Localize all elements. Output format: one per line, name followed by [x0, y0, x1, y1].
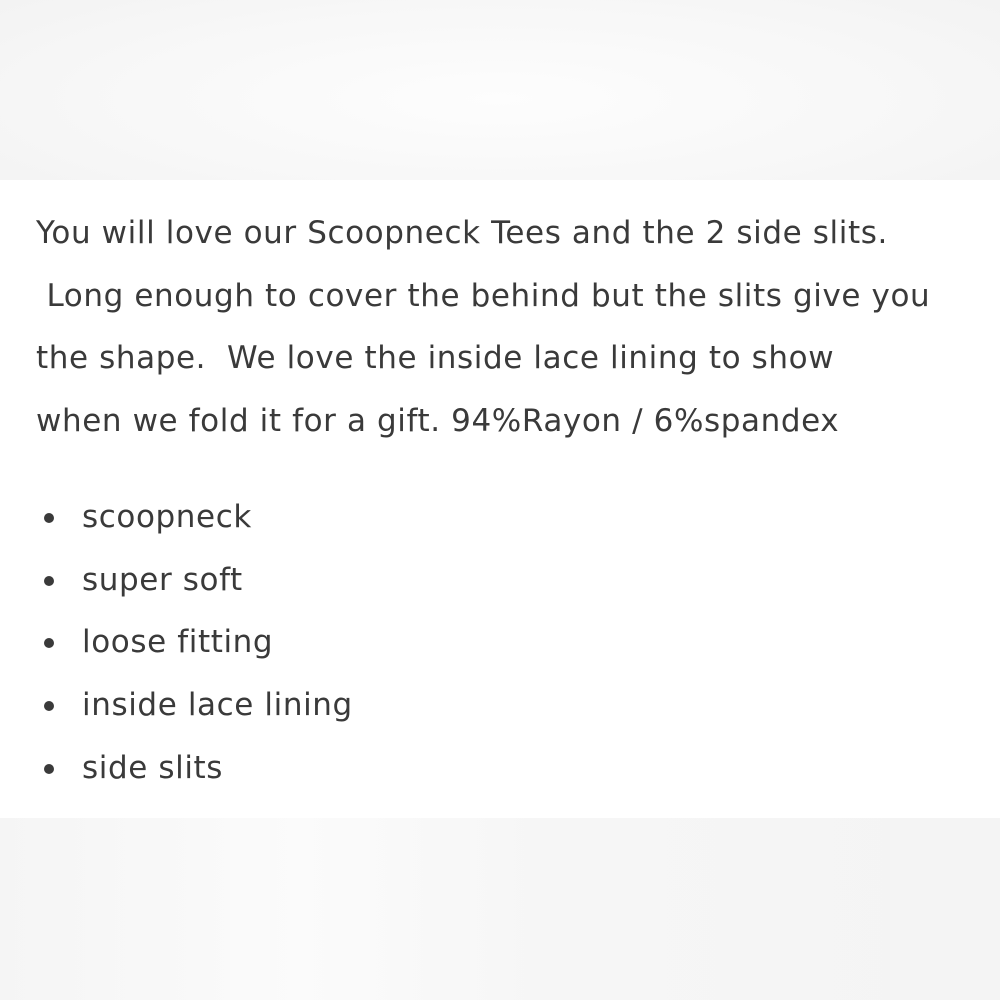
- feature-item-side-slits: [36, 737, 353, 800]
- feature-item-super-soft: [36, 549, 353, 612]
- feature-label: side slits: [82, 749, 224, 786]
- bottom-background-band: [0, 818, 1000, 1000]
- bullet-icon: [44, 701, 54, 711]
- top-background-band: [0, 0, 1000, 180]
- feature-label: scoopneck: [82, 499, 252, 535]
- bullet-icon: [44, 764, 54, 774]
- feature-label: loose fitting: [82, 624, 274, 661]
- description-line: the shape. We love the inside lace lining to show: [36, 340, 835, 376]
- content-panel: [0, 180, 1000, 818]
- feature-list: [36, 486, 353, 799]
- product-description: [36, 202, 976, 452]
- feature-item-inside-lace-lining: [36, 674, 353, 737]
- bullet-icon: [44, 638, 54, 648]
- description-line: You will love our Scoopneck Tees and the 2 side slits.: [36, 215, 888, 251]
- feature-label: super soft: [82, 561, 243, 598]
- bullet-icon: [44, 576, 54, 586]
- description-line: when we fold it for a gift. 94%Rayon / 6%spandex: [36, 402, 840, 439]
- bullet-icon: [44, 513, 54, 523]
- description-line: Long enough to cover the behind but the slits give you: [36, 277, 931, 314]
- feature-label: inside lace lining: [82, 687, 353, 724]
- feature-item-scoopneck: [36, 486, 353, 549]
- feature-item-loose-fitting: [36, 611, 353, 674]
